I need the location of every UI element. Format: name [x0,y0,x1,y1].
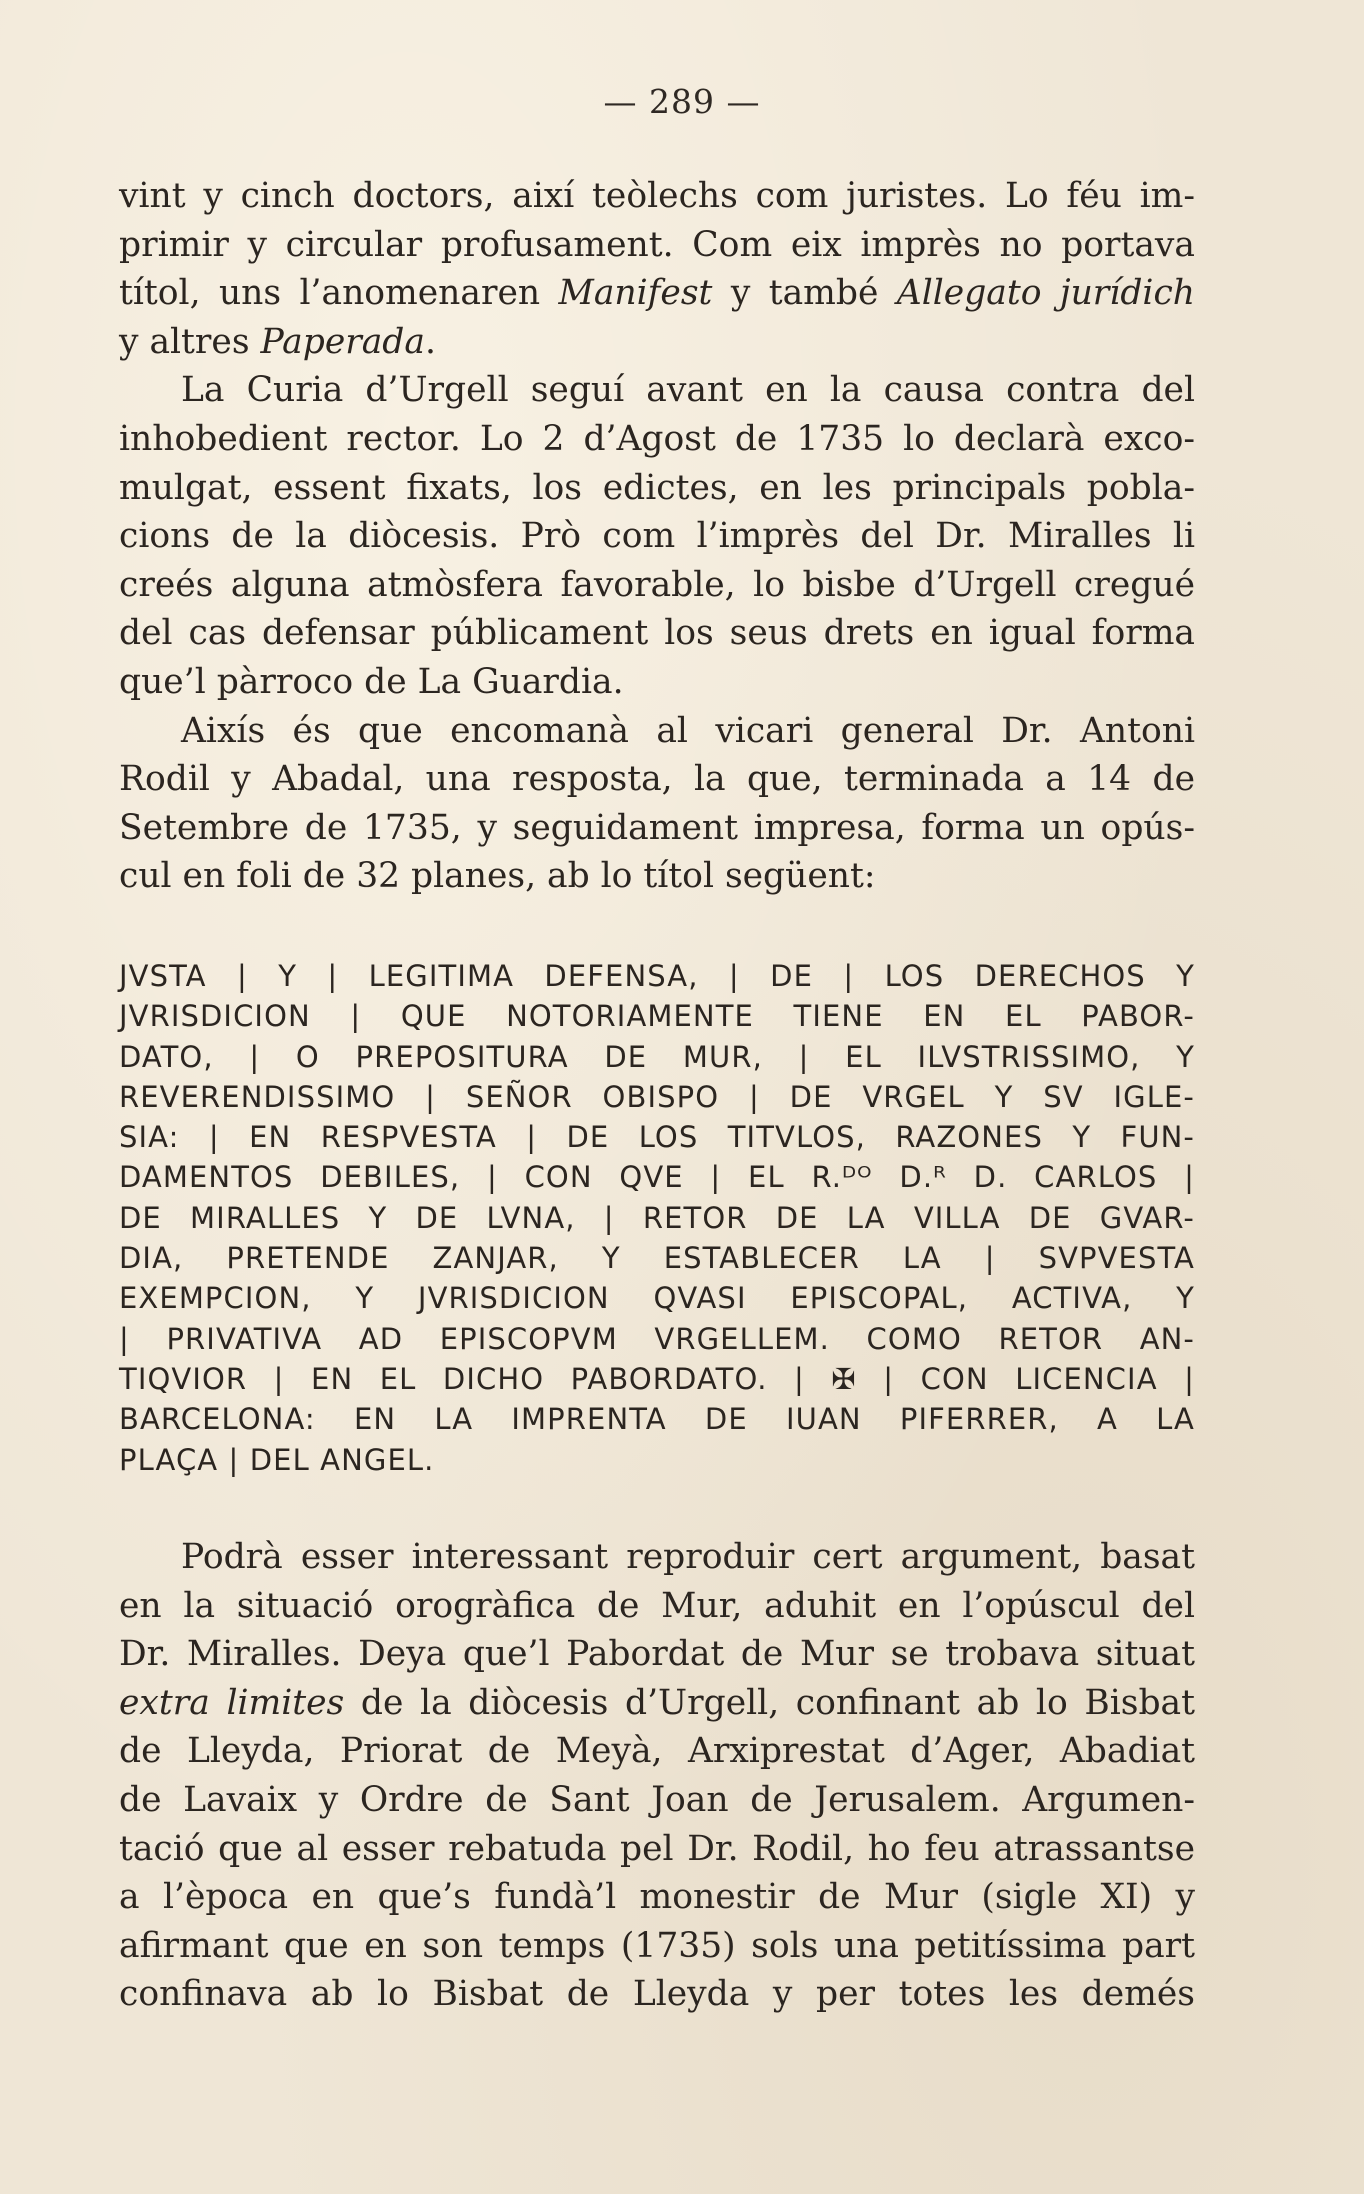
title-line: DATO, | O PREPOSITURA DE MUR, | EL ILVSTRISSIMO, Y [119,1039,1195,1074]
title-line: DAMENTOS DEBILES, | CON QVE | EL R.ᴰᴼ D.ᴿ D. CARLOS | [119,1160,1195,1195]
text-line: y altres Paperada. [119,321,436,362]
title-line: JVSTA | Y | LEGITIMA DEFENSA, | DE | LOS DERECHOS Y [119,959,1195,993]
text-line: Dr. Miralles. Deya que’l Pabordat de Mur se trobava situat [119,1634,1195,1675]
text-line: primir y circular profusament. Com eix imprès no portava [119,224,1195,265]
text-line: cions de la diòcesis. Prò com l’imprès del Dr. Miralles li [119,516,1195,557]
title-line: TIQVIOR | EN EL DICHO PABORDATO. | ✠ | CON LICENCIA | [119,1361,1195,1396]
text-line: vint y cinch doctors, així teòlechs com juristes. Lo féu im- [119,176,1195,216]
title-line: DIA, PRETENDE ZANJAR, Y ESTABLECER LA | SVPVESTA [119,1241,1195,1276]
text-line: de Lleyda, Priorat de Meyà, Arxiprestat d’Ager, Abadiat [119,1731,1195,1772]
text-line: que’l pàrroco de La Guardia. [119,661,624,702]
title-line: | PRIVATIVA AD EPISCOPVM VRGELLEM. COMO RETOR AN- [119,1321,1195,1356]
text-line: mulgat, essent fixats, los edictes, en les principals pobla- [119,467,1195,508]
text-line: títol, uns l’anomenaren Manifest y també Allegato jurídich [119,273,1195,314]
title-line: BARCELONA: EN LA IMPRENTA DE IUAN PIFERRER, A LA [119,1402,1195,1437]
paragraph-block-bottom [119,1533,1195,2019]
text-line: de Lavaix y Ordre de Sant Joan de Jerusalem. Argumen- [119,1779,1195,1820]
italic-title-allegato: Allegato jurídich [896,273,1195,314]
text-line: inhobedient rector. Lo 2 d’Agost de 1735 lo declarà exco- [119,418,1195,459]
title-line: JVRISDICION | QUE NOTORIAMENTE TIENE EN EL PABOR- [119,999,1195,1034]
text-line: afirmant que en son temps (1735) sols una petitíssima part [119,1925,1195,1966]
text-line: creés alguna atmòsfera favorable, lo bisbe d’Urgell cregué [119,564,1195,605]
italic-extra-limites: extra limites [119,1682,345,1723]
title-line: EXEMPCION, Y JVRISDICION QVASI EPISCOPAL, ACTIVA, Y [119,1281,1195,1316]
title-line: SIA: | EN RESPVESTA | DE LOS TITVLOS, RAZONES Y FUN- [119,1120,1195,1155]
text-line: Podrà esser interessant reproduir cert argument, basat [181,1537,1195,1577]
title-line: PLAÇA | DEL ANGEL. [119,1442,435,1477]
italic-title-manifest: Manifest [558,273,713,314]
text-line: Setembre de 1735, y seguidament impresa, forma un opús- [119,807,1195,848]
page-number: — 289 — [603,82,761,121]
text-line: a l’època en que’s fundà’l monestir de Mur (sigle XI) y [119,1877,1195,1918]
text-line: en la situació orogràfica de Mur, aduhit en l’opúscul del [119,1585,1195,1626]
text-line: del cas defensar públicament los seus drets en igual forma [119,613,1195,654]
text-line: cul en foli de 32 planes, ab lo títol següent: [119,856,876,897]
text-line: Aixís és que encomanà al vicari general Dr. Antoni [181,710,1195,751]
text-line: Rodil y Abadal, una resposta, la que, terminada a 14 de [119,759,1195,800]
text-line: confinava ab lo Bisbat de Lleyda y per totes les demés [119,1974,1195,2015]
book-title-citation [119,956,1195,1480]
title-line: DE MIRALLES Y DE LVNA, | RETOR DE LA VILLA DE GVAR- [119,1200,1195,1235]
paragraph-block-top [119,172,1195,901]
title-line: REVERENDISSIMO | SEÑOR OBISPO | DE VRGEL Y SV IGLE- [119,1079,1195,1114]
text-line: La Curia d’Urgell seguí avant en la causa contra del [181,370,1195,411]
text-line: extra limites de la diòcesis d’Urgell, confinant ab lo Bisbat [119,1682,1195,1723]
italic-title-paperada: Paperada [260,321,425,362]
text-line: tació que al esser rebatuda pel Dr. Rodil, ho feu atrassantse [119,1828,1195,1869]
